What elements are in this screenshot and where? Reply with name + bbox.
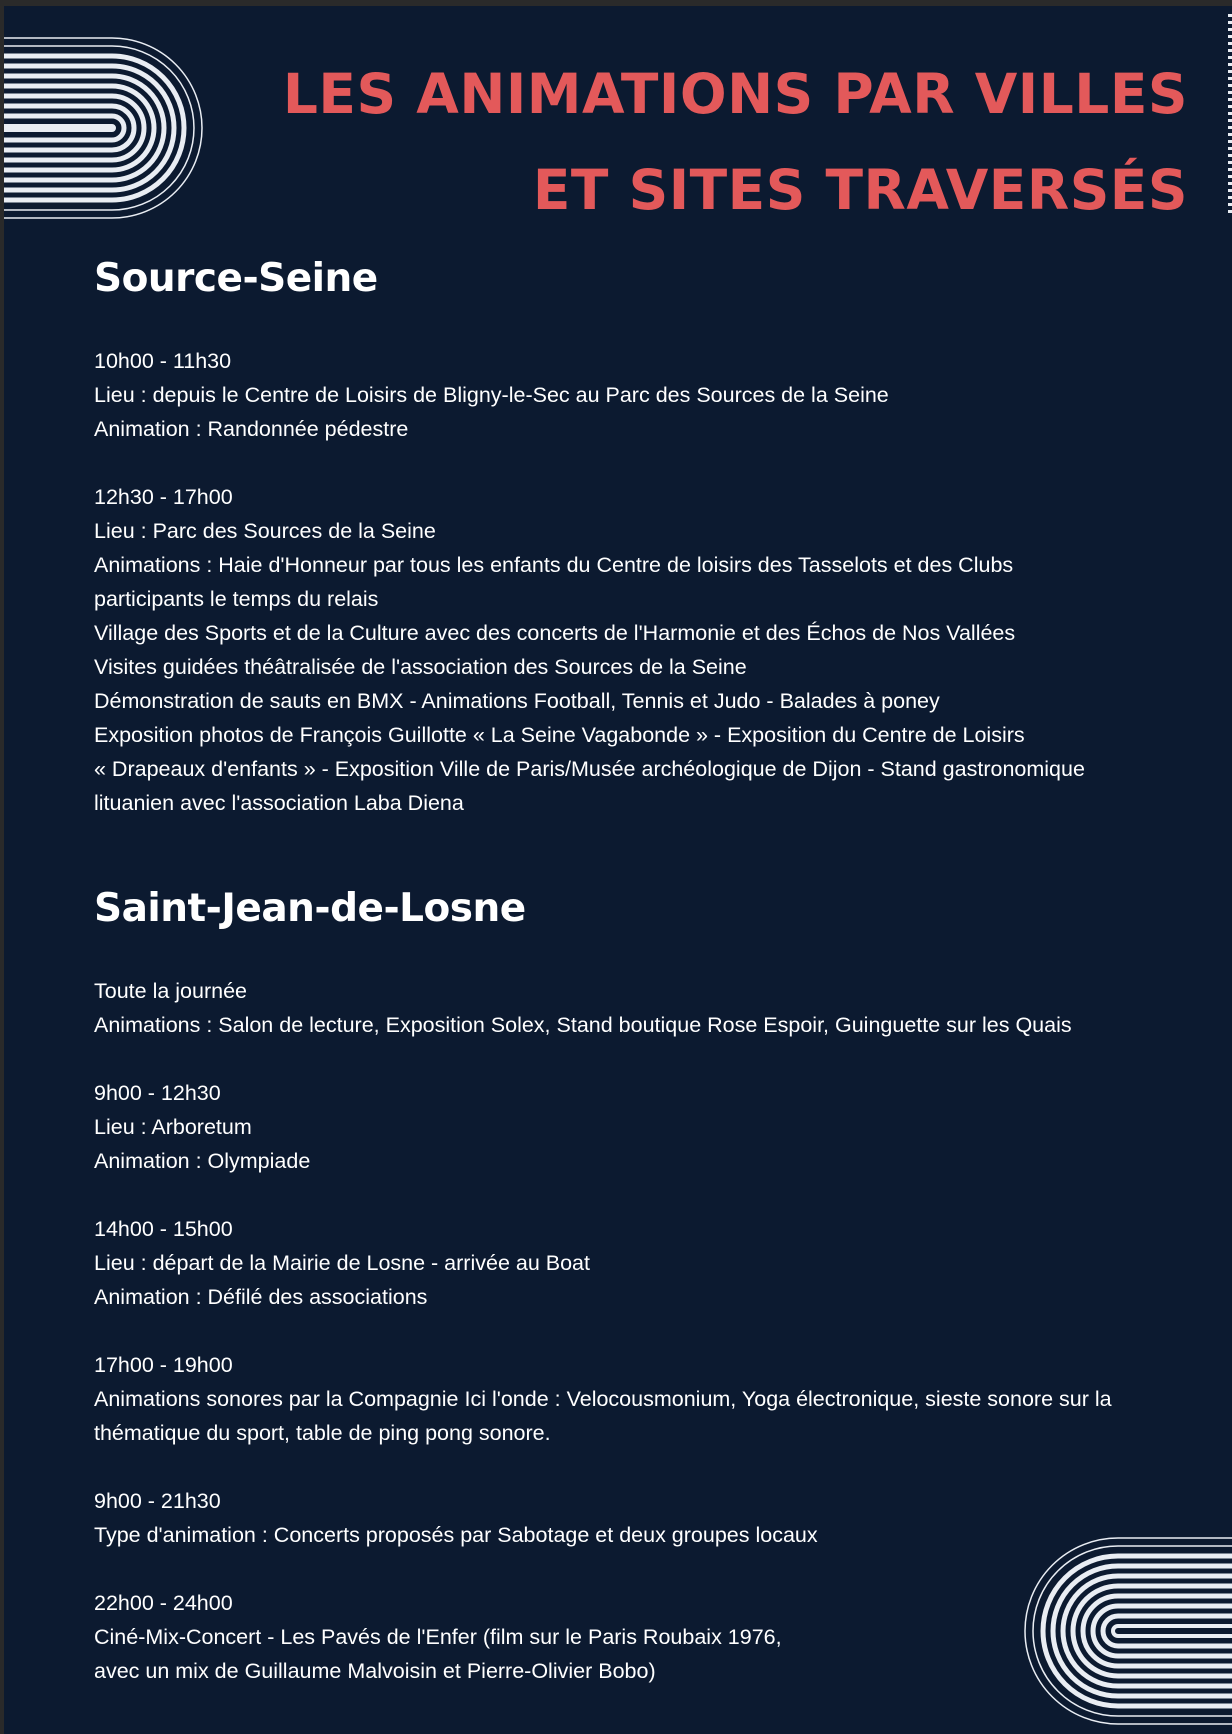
animation-line: Animation : Défilé des associations [94, 1285, 428, 1309]
track-lines-decoration-top-left [4, 36, 212, 220]
time-slot: Toute la journée [94, 979, 247, 1003]
animation-line: avec un mix de Guillaume Malvoisin et Pierre-Olivier Bobo) [94, 1659, 656, 1683]
animation-line: lituanien avec l'association Laba Diena [94, 791, 464, 815]
schedule-block [94, 1212, 1224, 1314]
animation-line: Animations : Salon de lecture, Exposition Solex, Stand boutique Rose Espoir, Guinguette sur les Quais [94, 1013, 1072, 1037]
title-line-1: LES ANIMATIONS PAR VILLES [282, 62, 1188, 126]
animation-line: Animations : Haie d'Honneur par tous les enfants du Centre de loisirs des Tasselots et des Clubs [94, 553, 1014, 577]
animation-line: Animations sonores par la Compagnie Ici l'onde : Velocousmonium, Yoga électronique, sieste sonore sur la [94, 1387, 1112, 1411]
city-heading-saint-jean-de-losne: Saint-Jean-de-Losne [94, 886, 526, 931]
time-slot: 9h00 - 12h30 [94, 1081, 221, 1105]
animation-line: thématique du sport, table de ping pong sonore. [94, 1421, 551, 1445]
animation-line: Type d'animation : Concerts proposés par Sabotage et deux groupes locaux [94, 1523, 818, 1547]
location-line: Lieu : Arboretum [94, 1115, 252, 1139]
animation-line: Démonstration de sauts en BMX - Animations Football, Tennis et Judo - Balades à poney [94, 689, 940, 713]
page-title [283, 46, 1188, 238]
animation-line: « Drapeaux d'enfants » - Exposition Ville de Paris/Musée archéologique de Dijon - Stand gastronomique [94, 757, 1085, 781]
title-line-2: ET SITES TRAVERSÉS [532, 158, 1188, 222]
time-slot: 10h00 - 11h30 [94, 349, 232, 373]
time-slot: 17h00 - 19h00 [94, 1353, 233, 1377]
time-slot: 22h00 - 24h00 [94, 1591, 233, 1615]
time-slot: 14h00 - 15h00 [94, 1217, 233, 1241]
time-slot: 9h00 - 21h30 [94, 1489, 221, 1513]
poster-page [4, 6, 1232, 1734]
city-heading-source-seine: Source-Seine [94, 256, 378, 301]
animation-line: Ciné-Mix-Concert - Les Pavés de l'Enfer (film sur le Paris Roubaix 1976, [94, 1625, 782, 1649]
program-content [94, 256, 1224, 1722]
animation-line: Village des Sports et de la Culture avec des concerts de l'Harmonie et des Échos de Nos Vallées [94, 621, 1016, 645]
schedule-block [94, 1348, 1224, 1450]
schedule-block [94, 974, 1224, 1042]
animation-line: Exposition photos de François Guillotte « La Seine Vagabonde » - Exposition du Centre de Loisirs [94, 723, 1025, 747]
animation-line: Animation : Olympiade [94, 1149, 311, 1173]
animation-line: participants le temps du relais [94, 587, 379, 611]
location-line: Lieu : Parc des Sources de la Seine [94, 519, 436, 543]
schedule-block [94, 480, 1224, 820]
track-lines-decoration-bottom-right [1022, 1536, 1232, 1726]
schedule-block [94, 344, 1224, 446]
schedule-block [94, 1076, 1224, 1178]
animation-line: Animation : Randonnée pédestre [94, 417, 409, 441]
location-line: Lieu : départ de la Mairie de Losne - arrivée au Boat [94, 1251, 590, 1275]
location-line: Lieu : depuis le Centre de Loisirs de Bligny-le-Sec au Parc des Sources de la Seine [94, 383, 889, 407]
time-slot: 12h30 - 17h00 [94, 485, 233, 509]
animation-line: Visites guidées théâtralisée de l'association des Sources de la Seine [94, 655, 747, 679]
edge-stripes-decoration [1228, 14, 1232, 214]
